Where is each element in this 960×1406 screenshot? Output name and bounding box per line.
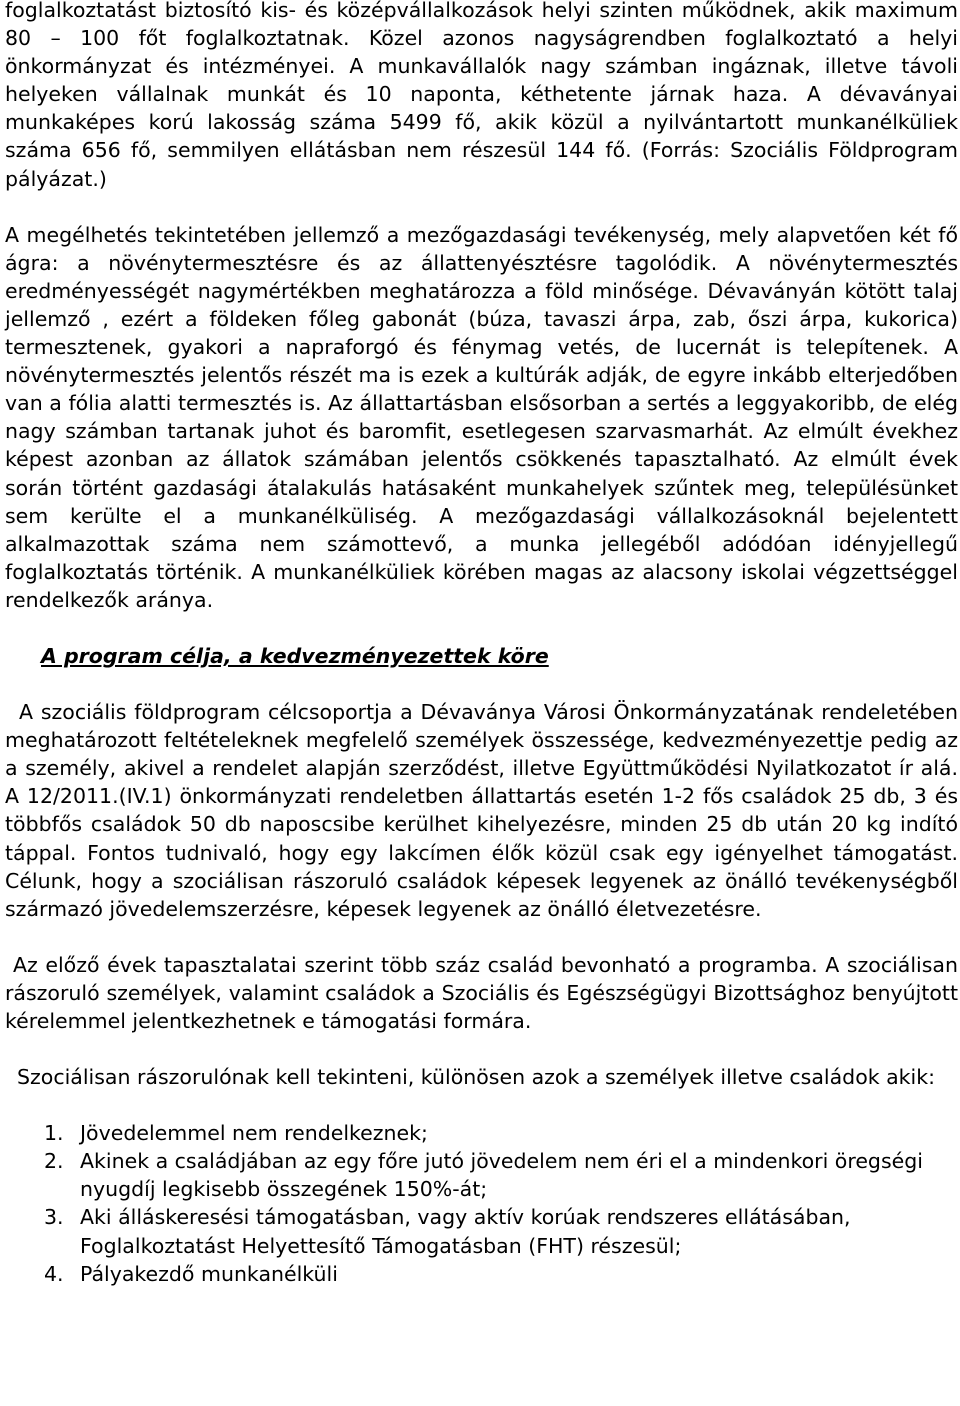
paragraph-livelihood: A megélhetés tekintetében jellemző a mezőgazdasági tevékenység, mely alapvetően két fő ágra: a növénytermesztésre és az állattenyésztésre tagolódik. A növénytermesztés eredményességét nagymértékben meghatározza a föld minősége. Dévaványán kötött talaj jellemző , ezért a földeken főleg gabonát (búza, tavaszi árpa, zab, őszi árpa, kukorica) termesztenek, gyakori a napraforgó és fénymag vetés, de lucernát is telepítenek. A növénytermesztés jelentős részét ma is ezek a kultúrák adják, de egyre inkább elterjedőben van a fólia alatti termesztés is. Az állattartásban elsősorban a sertés a leggyakoribb, de elég nagy számban tartanak juhot és baromfit, esetlegesen szarvasmarhát. Az elmúlt évekhez képest azonban az állatok számában jelentős csökkenés tapasztalható. Az elmúlt évek során történt gazdasági átalakulás hatásaként munkahelyek szűntek meg, településünket sem kerülte el a munkanélküliség. A mezőgazdasági vállalkozásoknál bejelentett alkalmazottak száma nem számottevő, a munka jellegéből adódóan idényjellegű foglalkoztatás történik. A munkanélküliek körében magas az alacsony iskolai végzettséggel rendelkezők aránya. [5,222,958,612]
list-item-text: Akinek a családjában az egy főre jutó jövedelem nem éri el a mindenkori öregségi nyugdíj legkisebb összegének 150%-át; [80,1149,923,1202]
list-item-text: Pályakezdő munkanélküli [80,1261,338,1286]
eligibility-list [5,1119,958,1288]
list-item-number: 4. [44,1261,64,1286]
paragraph-target-group: A szociális földprogram célcsoportja a Dévaványa Városi Önkormányzatának rendeletében meghatározott feltételeknek megfelelő személyek összessége, kedvezményezettje pedig az a személy, akivel a rendelet alapján szerződést, illetve Együttműködési Nyilatkozatot ír alá. A 12/2011.(IV.1) önkormányzati rendeletben állattartás esetén 1-2 fős családok 25 db, 3 és többfős családok 50 db naposcsibe kerülhet kihelyezésre, minden 25 db után 20 kg indító táppal. Fontos tudnivaló, hogy egy lakcímen élők közül csak egy igényelhet támogatást. Célunk, hogy a szociálisan rászoruló családok képesek legyenek az önálló tevékenységből származó jövedelemszerzésre, képesek legyenek az önálló életvezetésre. [5,700,958,921]
paragraph-experience: Az előző évek tapasztalatai szerint több száz család bevonható a programba. A szociálisan rászoruló személyek, valamint családok a Szociális és Egészségügyi Bizottsághoz benyújtott kérelemmel jelentkezhetnek e támogatási formára. [5,952,958,1033]
section-heading: A program célja, a kedvezményezettek köre [41,643,549,668]
document-page [5,0,958,1288]
paragraph-employment: foglalkoztatást biztosító kis- és középvállalkozások helyi szinten működnek, akik maximum 80 – 100 főt foglalkoztatnak. Közel azonos nagyságrendben foglalkoztató a helyi önkormányzat és intézményei. A munkavállalók nagy számban ingáznak, illetve távoli helyeken vállalnak munkát és 10 naponta, kéthetente járnak haza. A dévaványai munkaképes korú lakosság száma 5499 fő, akik közül a nyilvántartott munkanélküliek száma 656 fő, semmilyen ellátásban nem részesül 144 fő. (Forrás: Szociális Földprogram pályázat.) [5,0,958,191]
list-item-number: 2. [44,1149,64,1174]
list-item [44,1203,958,1259]
list-item-text: Jövedelemmel nem rendelkeznek; [80,1121,428,1146]
list-item [44,1260,958,1288]
list-item [44,1147,958,1203]
list-item [44,1119,958,1147]
list-item-number: 3. [44,1205,64,1230]
list-item-number: 1. [44,1121,64,1146]
list-item-text: Aki álláskeresési támogatásban, vagy aktív korúak rendszeres ellátásában, Foglalkoztatást Helyettesítő Támogatásban (FHT) részesül; [80,1205,851,1258]
paragraph-eligibility-intro: Szociálisan rászorulónak kell tekinteni, különösen azok a személyek illetve családok akik: [17,1065,936,1090]
